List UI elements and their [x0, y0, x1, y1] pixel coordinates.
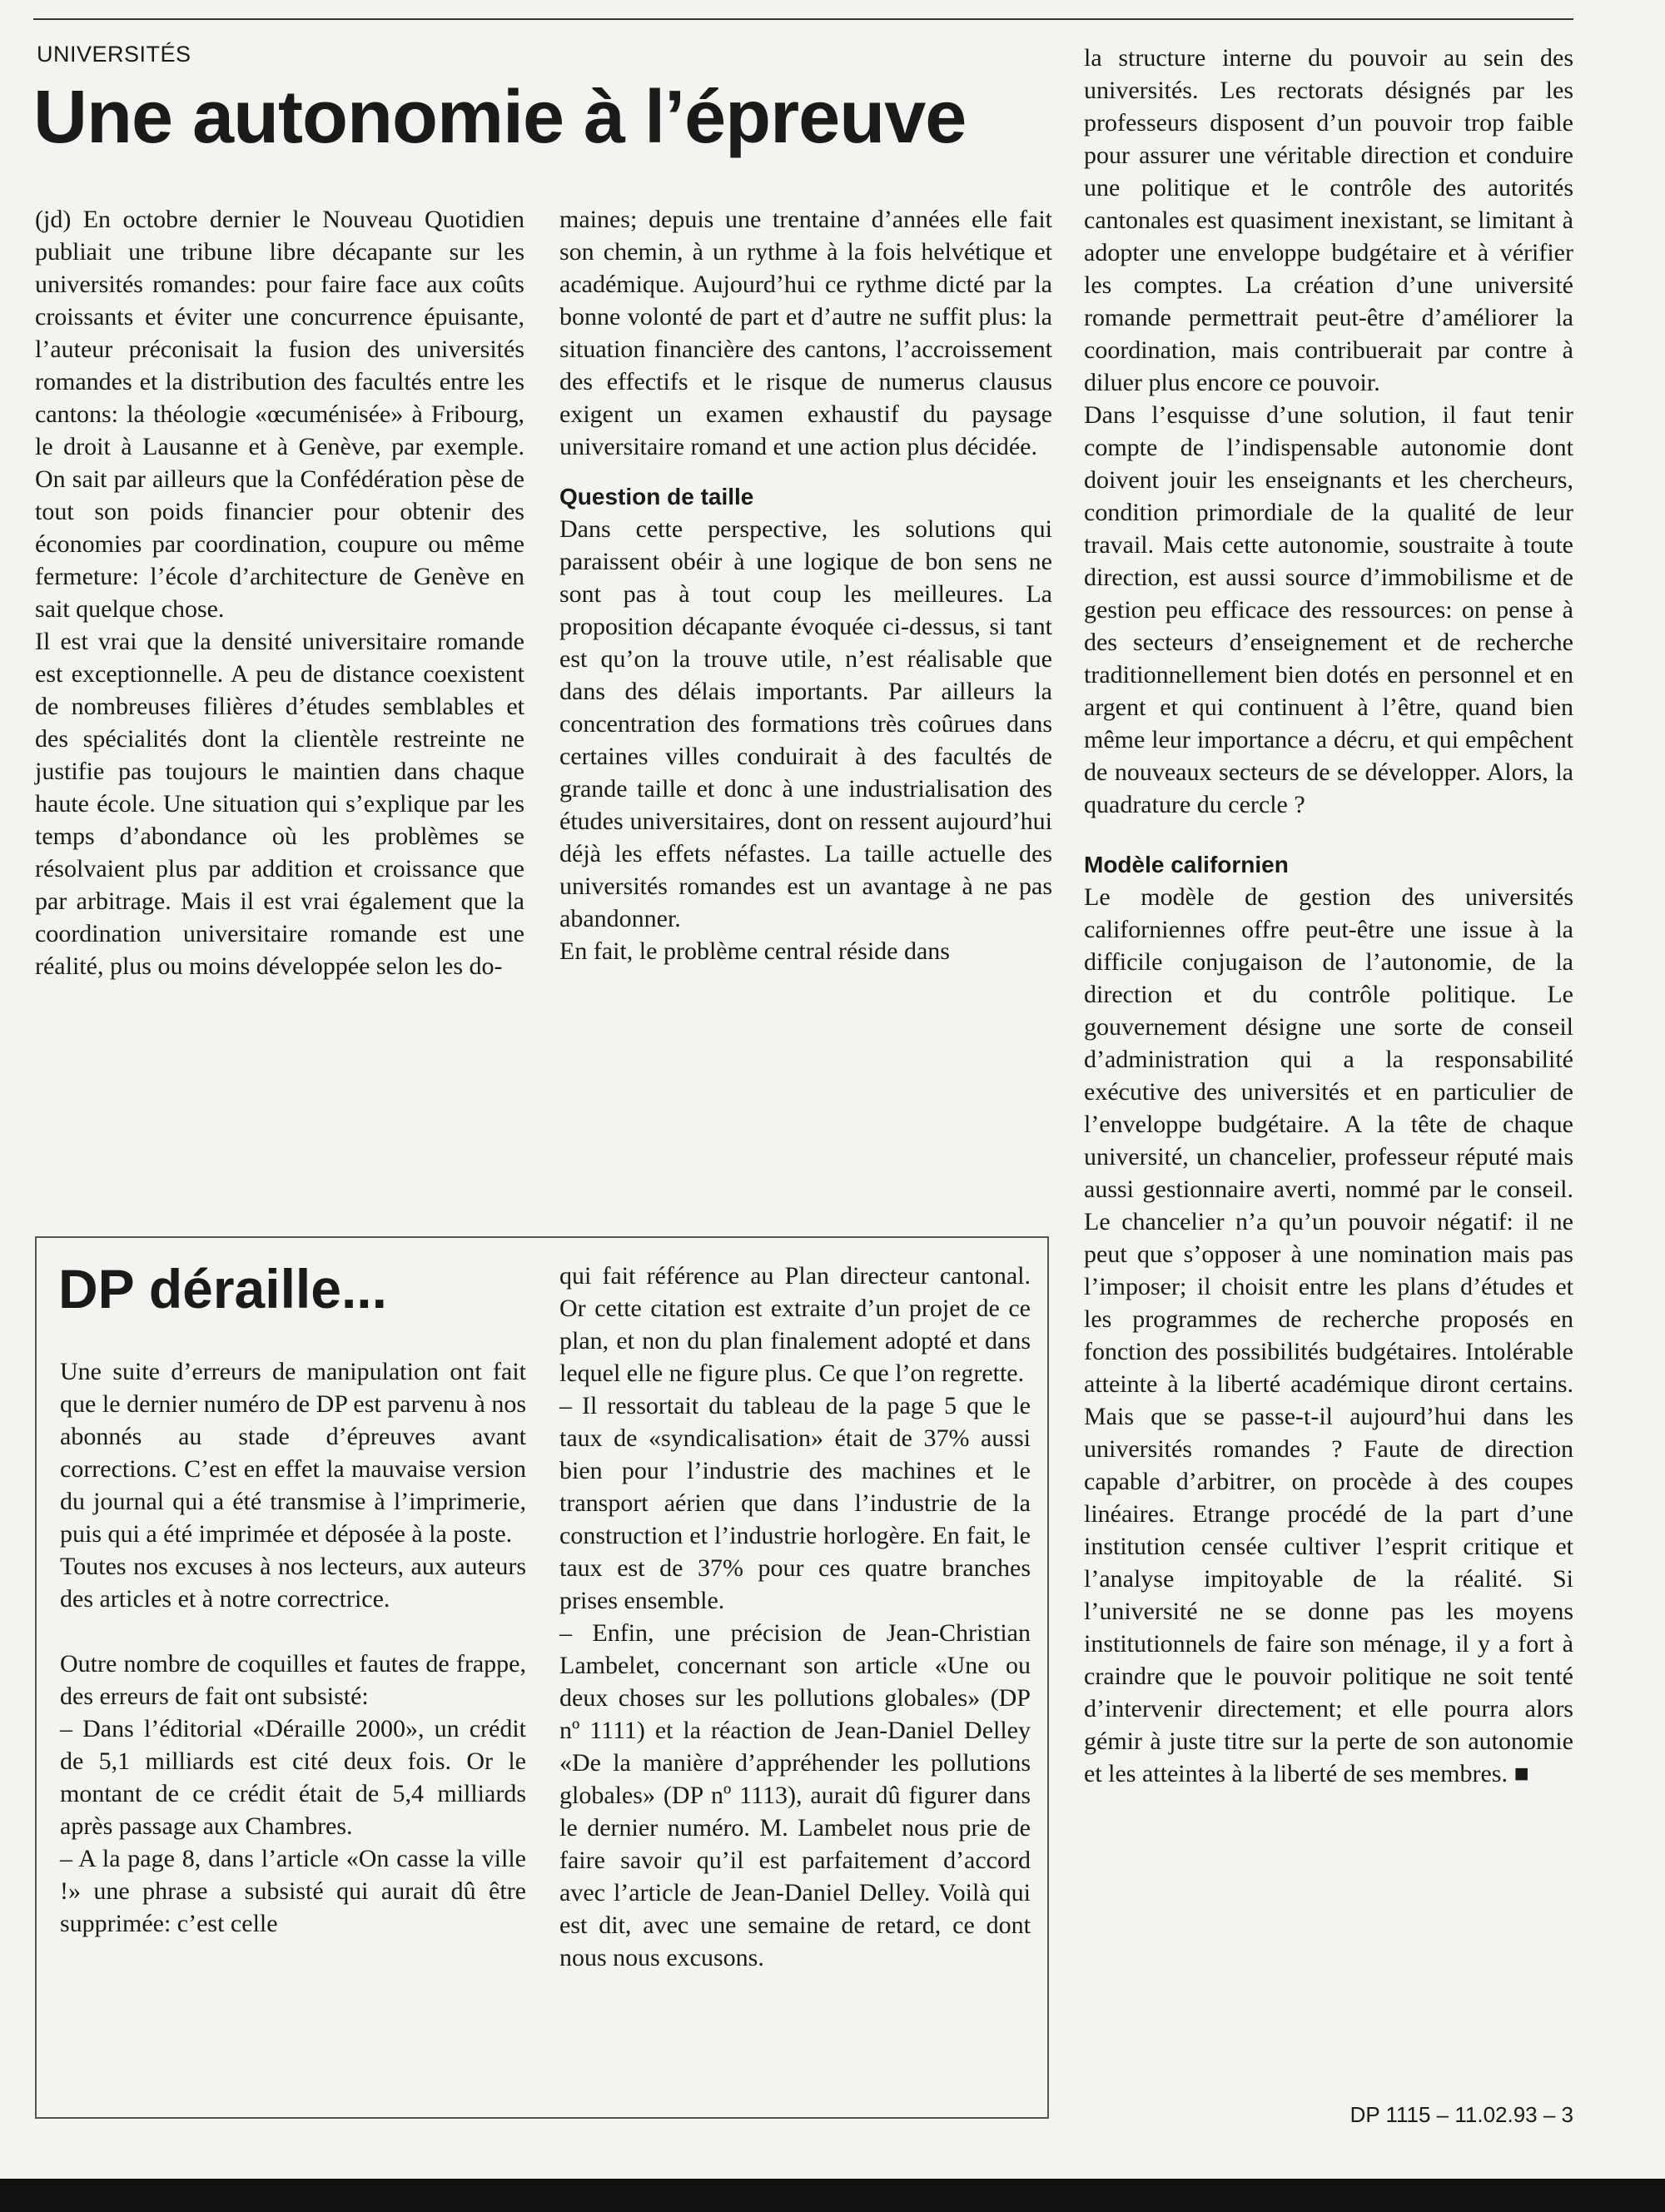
box-paragraph: Outre nombre de coquilles et fautes de frappe, des erreurs de fait ont subsisté: — [60, 1650, 526, 1710]
article-paragraph: En fait, le problème central réside dans — [559, 937, 950, 965]
article-paragraph: (jd) En octobre dernier le Nouveau Quotidien publiait une tribune libre décapante sur les universités romandes: pour faire face aux coûts croissants et éviter une concurrence épuisante, l’auteur préconisait la fusion des universités romandes et la distribution des facultés entre les cantons: la théologie «œcuménisée» à Fribourg, le droit à Lausanne et à Genève, par exemple. On sait par ailleurs que la Confédération pèse de tout son poids financier pour obtenir des économies par coordination, coupure ou même fermeture: l’école d’architecture de Genève en sait quelque chose. — [35, 206, 524, 623]
box-paragraph: qui fait référence au Plan directeur cantonal. Or cette citation est extraite d’un projet de ce plan, et non du plan finalement adopté et dans lequel elle ne figure plus. Ce que l’on regrette. — [559, 1262, 1031, 1387]
box-paragraph: – A la page 8, dans l’article «On casse la ville !» une phrase a subsisté qui aurait dû être supprimée: c’est celle — [60, 1845, 526, 1937]
box-title: DP déraille... — [58, 1258, 387, 1320]
subheading-modele-californien: Modèle californien — [1084, 852, 1289, 877]
box-column-2 — [559, 1260, 1031, 1974]
box-paragraph: – Il ressortait du tableau de la page 5 que le taux de «syndicalisation» était de 37% aussi bien pour l’industrie des machines et le transport aérien que dans l’industrie de la construction et l’industrie horlogère. En fait, le taux est de 37% pour ces quatre branches prises ensemble. — [559, 1392, 1031, 1614]
article-paragraph: maines; depuis une trentaine d’années elle fait son chemin, à un rythme à la fois helvétique et académique. Aujourd’hui ce rythme dicté par la bonne volonté de part et d’autre ne suffit plus: la situation financière des cantons, l’accroissement des effectifs et le risque de numerus clausus exigent un examen exhaustif du paysage universitaire romand et une action plus décidée. — [559, 206, 1052, 460]
top-rule — [33, 18, 1573, 20]
subheading-question-de-taille: Question de taille — [559, 484, 754, 510]
article-column-3 — [1084, 42, 1573, 1790]
article-column-1 — [35, 203, 524, 982]
article-paragraph: la structure interne du pouvoir au sein des universités. Les rectorats désignés par les professeurs disposent d’un pouvoir trop faible pour assurer une véritable direction et conduire une politique et le contrôle des autorités cantonales est quasiment inexistant, se limitant à adopter une enveloppe budgétaire et à vérifier les comptes. La création d’une université romande permettrait peut-être d’améliorer la coordination, mais contribuerait par contre à diluer plus encore ce pouvoir. — [1084, 44, 1573, 396]
article-paragraph: Le modèle de gestion des universités californiennes offre peut-être une issue à la difficile conjugaison de l’autonomie, de la direction et du contrôle politique. Le gouvernement désigne une sorte de conseil d’administration qui a la responsabilité exécutive des universités et en particulier de l’enveloppe budgétaire. A la tête de chaque université, un chancelier, professeur réputé mais aussi gestionnaire averti, nommé par le conseil. Le chancelier n’a qu’un pouvoir négatif: il ne peut que s’opposer à une nomination mais pas l’imposer; il choisit entre les plans d’études et les programmes de recherche proposés en fonction des possibilités budgétaires. Intolérable atteinte à la liberté académique diront certains. Mais que se passe-t-il aujourd’hui dans les universités romandes ? Faute de direction capable d’arbitrer, on procède à des coupes linéaires. Etrange procédé de la part d’une institution censée cultiver l’esprit critique et l’analyse impitoyable de la réalité. Si l’université ne se donne pas les moyens institutionnels de faire son ménage, il y a fort à craindre que le pouvoir politique ne soit tenté d’intervenir directement; et elle pourra alors gémir à juste titre sur la perte de son autonomie et les atteintes à la liberté de ses membres. ■ — [1084, 883, 1573, 1787]
page-footer: DP 1115 – 11.02.93 – 3 — [1349, 2102, 1573, 2127]
box-column-1 — [60, 1355, 526, 1940]
section-label: UNIVERSITÉS — [37, 42, 191, 67]
box-paragraph: – Dans l’éditorial «Déraille 2000», un crédit de 5,1 milliards est cité deux fois. Or le montant de ce crédit était de 5,4 milliards après passage aux Chambres. — [60, 1715, 526, 1840]
scan-edge — [0, 2179, 1665, 2212]
box-paragraph: Une suite d’erreurs de manipulation ont fait que le dernier numéro de DP est parvenu à nos abonnés au stade d’épreuves avant corrections. C’est en effet la mauvaise version du journal qui a été transmise à l’imprimerie, puis qui a été imprimée et déposée à la poste. — [60, 1358, 526, 1548]
article-paragraph: Il est vrai que la densité universitaire romande est exceptionnelle. A peu de distance coexistent de nombreuses filières d’études semblables et des spécialités dont la clientèle restreinte ne justifie pas toujours le maintien dans chaque haute école. Une situation qui s’explique par les temps d’abondance où les problèmes se résolvaient plus par addition et croissance que par arbitrage. Mais il est vrai également que la coordination universitaire romande est une réalité, plus ou moins développée selon les do- — [35, 628, 524, 980]
article-paragraph: Dans cette perspective, les solutions qui paraissent obéir à une logique de bon sens ne sont pas à tout coup les meilleures. La proposition décapante évoquée ci-dessus, si tant est qu’on la trouve utile, n’est réalisable que dans des délais importants. Par ailleurs la concentration des formations très coûrues dans certaines villes conduirait à des facultés de grande taille et donc à une industrialisation des études universitaires, dont on ressent aujourd’hui déjà les effets néfastes. La taille actuelle des universités romandes est un avantage à ne pas abandonner. — [559, 515, 1052, 932]
box-paragraph: Toutes nos excuses à nos lecteurs, aux auteurs des articles et à notre correctrice. — [60, 1553, 526, 1613]
article-paragraph: Dans l’esquisse d’une solution, il faut tenir compte de l’indispensable autonomie dont doivent jouir les enseignants et les chercheurs, condition primordiale de la qualité de leur travail. Mais cette autonomie, soustraite à toute direction, est aussi source d’immobilisme et de gestion peu efficace des ressources: on pense à des secteurs d’enseignement et de recherche traditionnellement bien dotés en personnel et en argent et qui continuent à l’être, quand bien même leur importance a décru, et qui empêchent de nouveaux secteurs de se développer. Alors, la quadrature du cercle ? — [1084, 401, 1573, 818]
paragraph-gap — [60, 1615, 526, 1648]
box-paragraph: – Enfin, une précision de Jean-Christian Lambelet, concernant son article «Une ou deux choses sur les pollutions globales» (DP nº 1111) et la réaction de Jean-Daniel Delley «De la manière d’appréhender les pollutions globales» (DP nº 1113), aurait dû figurer dans le dernier numéro. M. Lambelet nous prie de faire savoir qu’il est parfaitement d’accord avec l’article de Jean-Daniel Delley. Voilà qui est dit, avec une semaine de retard, ce dont nous nous excusons. — [559, 1619, 1031, 1971]
article-column-2 — [559, 203, 1052, 967]
article-headline: Une autonomie à l’épreuve — [33, 76, 967, 159]
